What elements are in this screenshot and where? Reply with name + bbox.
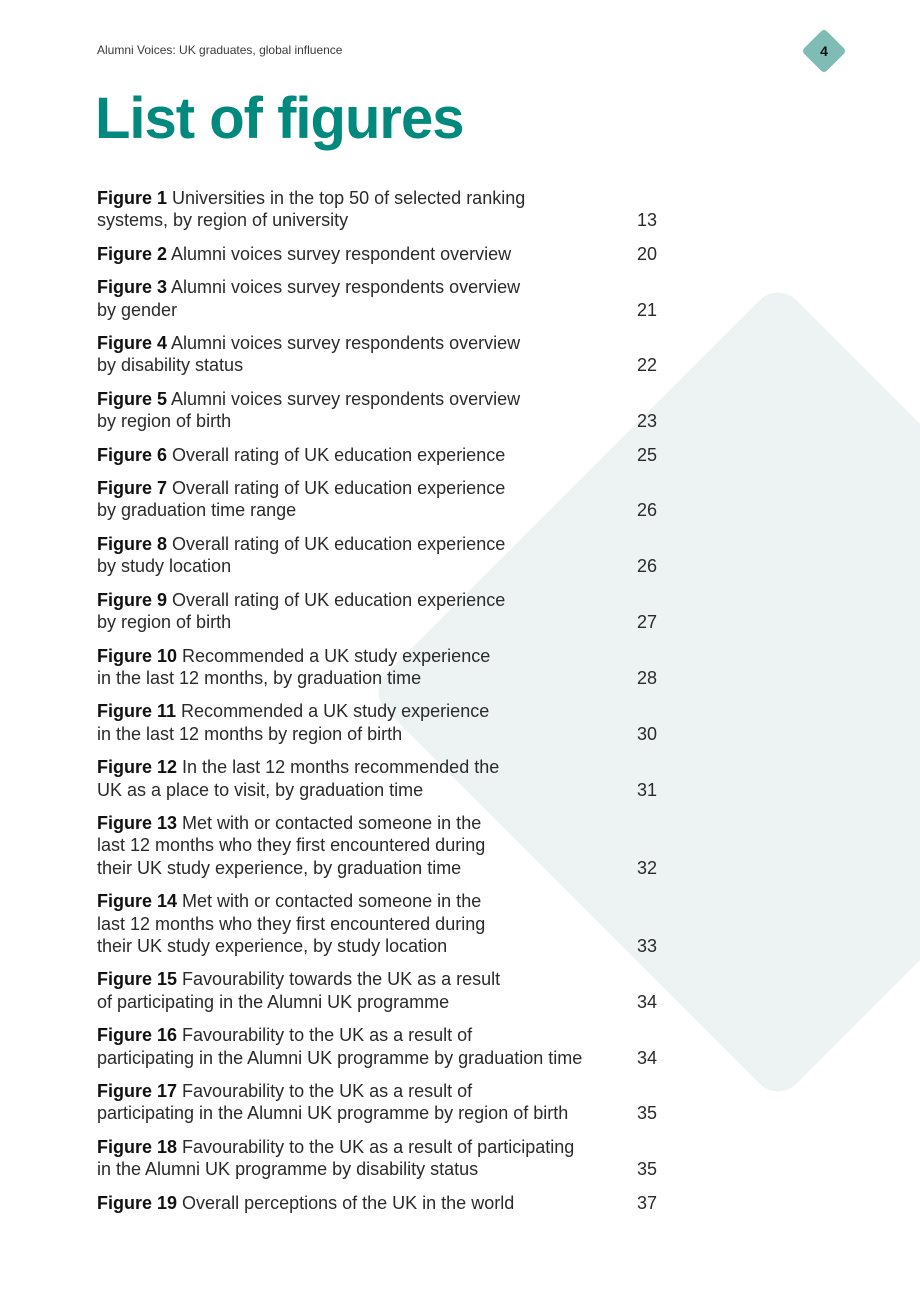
figure-caption-line: Alumni voices survey respondents overview	[171, 388, 521, 409]
figure-label: Figure 7	[97, 478, 168, 499]
figure-entry-text	[97, 477, 602, 522]
figure-page-number: 25	[636, 444, 657, 465]
figure-entry-text	[97, 533, 602, 578]
figure-page-number: 22	[636, 355, 657, 376]
figure-page-number: 31	[636, 779, 657, 800]
figure-page-number: 30	[636, 723, 657, 744]
figure-label: Figure 16	[97, 1025, 178, 1046]
figure-caption-line: Alumni voices survey respondents overview	[171, 333, 521, 354]
figure-entry[interactable]	[97, 756, 657, 801]
figure-label: Figure 8	[97, 533, 168, 554]
figure-caption-line: their UK study experience, by graduation time	[97, 857, 462, 878]
figure-caption-line: last 12 months who they first encountered during	[97, 835, 486, 856]
figure-entry[interactable]	[97, 589, 657, 634]
figure-entry-text	[97, 276, 602, 321]
figure-page-number: 26	[636, 556, 657, 577]
figure-entry[interactable]	[97, 276, 657, 321]
figure-entry[interactable]	[97, 890, 657, 957]
figure-entry-text	[97, 187, 602, 232]
figure-label: Figure 12	[97, 757, 178, 778]
figure-entry-text	[97, 700, 602, 745]
figure-entry-text	[97, 1080, 602, 1125]
figure-entry-text	[97, 1024, 602, 1069]
figure-caption-line: Alumni voices survey respondent overview	[171, 243, 512, 264]
figure-caption-line: by graduation time range	[97, 500, 297, 521]
page-title: List of figures	[95, 86, 464, 151]
figure-caption-line: Overall rating of UK education experience	[172, 589, 506, 610]
figure-entry-text	[97, 332, 602, 377]
figure-page-number: 33	[636, 935, 657, 956]
figure-page-number: 20	[636, 243, 657, 264]
figure-label: Figure 15	[97, 969, 178, 990]
figure-entry[interactable]	[97, 1024, 657, 1069]
figure-entry[interactable]	[97, 477, 657, 522]
figure-entry[interactable]	[97, 812, 657, 879]
figure-caption-line: of participating in the Alumni UK programme	[97, 991, 450, 1012]
figure-caption-line: in the Alumni UK programme by disability status	[97, 1159, 479, 1180]
page-number: 4	[820, 43, 828, 59]
figure-caption-line: systems, by region of university	[97, 210, 349, 231]
figure-entry[interactable]	[97, 533, 657, 578]
figure-label: Figure 17	[97, 1081, 178, 1101]
figure-entry-text	[97, 243, 602, 265]
figure-page-number: 28	[636, 667, 657, 688]
figure-label: Figure 18	[97, 1136, 178, 1157]
figure-entry-text	[97, 645, 602, 690]
figure-caption-line: Alumni voices survey respondents overview	[171, 277, 521, 298]
figure-entry-text	[97, 388, 602, 433]
page-number-badge	[802, 29, 846, 73]
figure-caption-line: by region of birth	[97, 411, 232, 432]
figure-label: Figure 11	[97, 701, 177, 722]
figure-caption-line: Universities in the top 50 of selected ranking	[172, 188, 526, 208]
figure-entry-text	[97, 812, 602, 879]
figure-entry-text	[97, 756, 602, 801]
figure-caption-line: by gender	[97, 299, 178, 320]
figure-caption-line: Recommended a UK study experience	[181, 701, 490, 722]
figure-page-number: 26	[636, 500, 657, 521]
figure-caption-line: Favourability to the UK as a result of	[182, 1025, 473, 1046]
figure-label: Figure 9	[97, 589, 168, 610]
figure-caption-line: In the last 12 months recommended the	[182, 757, 500, 778]
figure-entry[interactable]	[97, 968, 657, 1013]
figure-entry-text	[97, 444, 602, 466]
figure-label: Figure 13	[97, 812, 178, 833]
figure-caption-line: by study location	[97, 556, 232, 577]
figure-label: Figure 3	[97, 277, 168, 298]
figure-entry[interactable]	[97, 645, 657, 690]
figure-page-number: 13	[636, 210, 657, 231]
figure-caption-line: Overall rating of UK education experience	[172, 444, 506, 465]
figure-label: Figure 1	[97, 188, 168, 208]
figure-caption-line: Recommended a UK study experience	[182, 645, 491, 666]
figure-caption-line: in the last 12 months, by graduation time	[97, 667, 422, 688]
figure-caption-line: their UK study experience, by study location	[97, 935, 448, 956]
figure-page-number: 32	[636, 857, 657, 878]
figure-label: Figure 14	[97, 891, 178, 912]
figure-entry-text	[97, 968, 602, 1013]
figure-page-number: 35	[636, 1103, 657, 1124]
figure-caption-line: by disability status	[97, 355, 244, 376]
figure-caption-line: in the last 12 months by region of birth	[97, 723, 403, 744]
figure-caption-line: Favourability to the UK as a result of	[182, 1081, 473, 1101]
figure-caption-line: participating in the Alumni UK programme by graduation time	[97, 1047, 583, 1068]
figure-caption-line: last 12 months who they first encountered during	[97, 913, 486, 934]
figure-entry-text	[97, 589, 602, 634]
figure-page-number: 35	[636, 1159, 657, 1180]
figure-entry[interactable]	[97, 243, 657, 265]
figure-entry-text	[97, 1192, 602, 1214]
figure-caption-line: participating in the Alumni UK programme by region of birth	[97, 1103, 569, 1124]
figure-label: Figure 2	[97, 243, 168, 264]
figure-entry[interactable]	[97, 187, 657, 232]
figure-caption-line: by region of birth	[97, 612, 232, 633]
figure-caption-line: Met with or contacted someone in the	[182, 891, 482, 912]
figure-page-number: 37	[636, 1192, 657, 1213]
figure-list	[97, 187, 657, 1225]
running-header: Alumni Voices: UK graduates, global influence	[97, 43, 343, 57]
figure-page-number: 34	[636, 1047, 657, 1068]
figure-entry[interactable]	[97, 332, 657, 377]
figure-caption-line: Overall rating of UK education experience	[172, 478, 506, 499]
figure-caption-line: UK as a place to visit, by graduation time	[97, 779, 424, 800]
figure-caption-line: Favourability to the UK as a result of participating	[182, 1136, 575, 1157]
figure-label: Figure 6	[97, 444, 168, 465]
figure-entry[interactable]	[97, 388, 657, 433]
figure-entry[interactable]	[97, 1136, 657, 1181]
figure-label: Figure 10	[97, 645, 178, 666]
figure-entry[interactable]	[97, 700, 657, 745]
figure-entry[interactable]	[97, 1080, 657, 1125]
figure-caption-line: Met with or contacted someone in the	[182, 812, 482, 833]
figure-caption-line: Favourability towards the UK as a result	[182, 969, 501, 990]
figure-page-number: 27	[636, 612, 657, 633]
figure-entry[interactable]	[97, 444, 657, 466]
figure-label: Figure 4	[97, 333, 168, 354]
figure-label: Figure 19	[97, 1192, 178, 1213]
figure-entry-text	[97, 890, 602, 957]
figure-page-number: 21	[636, 299, 657, 320]
figure-caption-line: Overall perceptions of the UK in the world	[182, 1192, 515, 1213]
figure-entry[interactable]	[97, 1192, 657, 1214]
figure-label: Figure 5	[97, 388, 168, 409]
figure-entry-text	[97, 1136, 602, 1181]
figure-page-number: 23	[636, 411, 657, 432]
figure-page-number: 34	[636, 991, 657, 1012]
figure-caption-line: Overall rating of UK education experience	[172, 533, 506, 554]
